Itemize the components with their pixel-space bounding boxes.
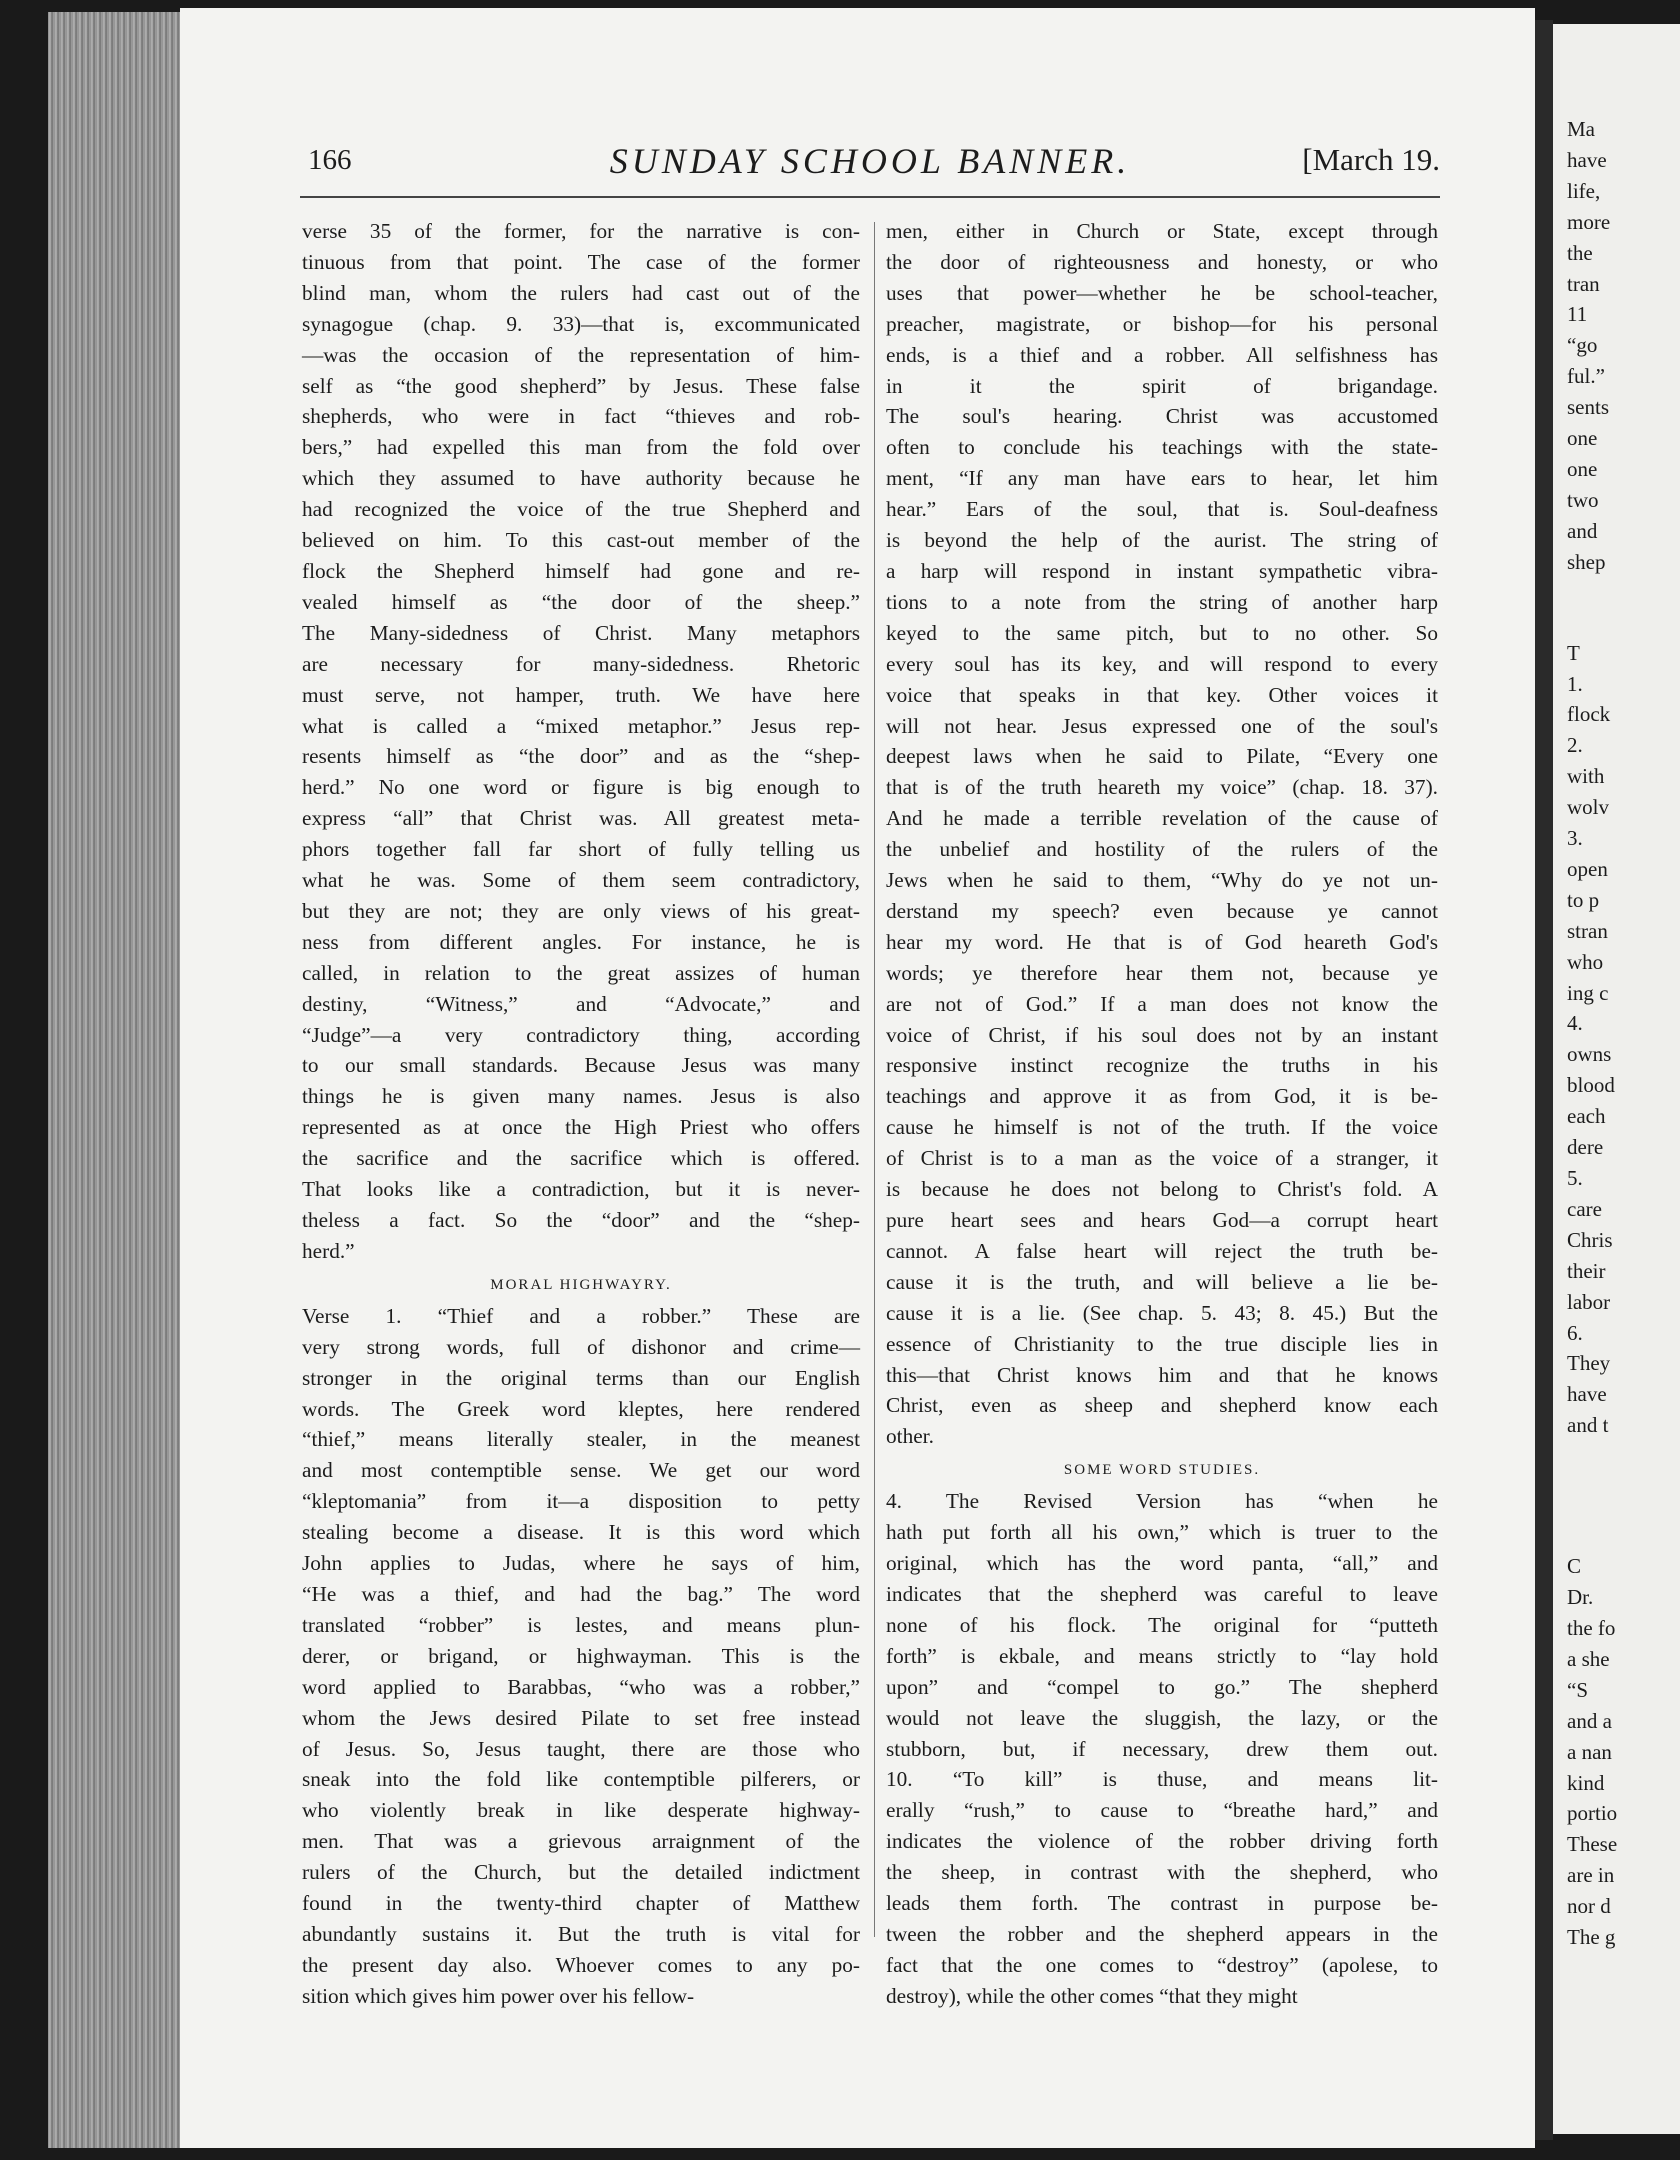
adjacent-page-text: one	[1567, 426, 1598, 451]
text-line: sition which gives him power over his fellow-	[302, 1983, 695, 2008]
adjacent-page-text: sents	[1567, 395, 1609, 420]
adjacent-page-text: who	[1567, 949, 1604, 974]
text-line: shepherds, who were in fact “thieves and rob-	[302, 404, 860, 429]
adjacent-page-text: two	[1567, 487, 1599, 512]
text-line: hath put forth all his own,” which is truer to the	[886, 1520, 1438, 1545]
adjacent-page-text: They	[1567, 1351, 1611, 1376]
adjacent-page-text: These	[1567, 1832, 1618, 1857]
text-line: represented as at once the High Priest who offers	[302, 1115, 860, 1140]
text-line: this—that Christ knows him and that he knows	[886, 1362, 1438, 1387]
text-line: theless a fact. So the “door” and the “shep-	[302, 1208, 860, 1232]
text-line: abundantly sustains it. But the truth is vital for	[302, 1921, 860, 1946]
text-line: the door of righteousness and honesty, or who	[886, 249, 1438, 274]
adjacent-page-text: owns	[1567, 1042, 1612, 1067]
adjacent-page-fragments	[1553, 114, 1680, 1953]
text-line: upon” and “compel to go.” The shepherd	[886, 1674, 1438, 1699]
text-line: “He was a thief, and had the bag.” The word	[302, 1581, 860, 1606]
column-divider	[874, 222, 875, 1937]
adjacent-page-text: nor d	[1567, 1894, 1611, 1919]
text-line: deepest laws when he said to Pilate, “Every one	[886, 744, 1438, 769]
text-line: must serve, not hamper, truth. We have here	[302, 682, 860, 707]
text-line: vealed himself as “the door of the sheep.”	[302, 589, 860, 614]
text-line: and most contemptible sense. We get our word	[302, 1458, 860, 1483]
adjacent-page-text: to p	[1567, 887, 1600, 912]
left-text-block	[302, 216, 860, 1267]
text-line: is beyond the help of the aurist. The string of	[886, 528, 1438, 553]
text-line: forth” is ekbale, and means strictly to “lay hold	[886, 1643, 1438, 1668]
text-line: the unbelief and hostility of the rulers of the	[886, 837, 1438, 862]
text-line: a harp will respond in instant sympathetic vibra-	[886, 558, 1438, 583]
adjacent-page-text: 11	[1567, 302, 1588, 327]
text-line: Jews when he said to them, “Why do ye not un-	[886, 868, 1438, 893]
adjacent-page-text: more	[1567, 209, 1611, 234]
adjacent-page-text: care	[1567, 1196, 1602, 1221]
adjacent-page-text: 2.	[1567, 733, 1583, 758]
adjacent-page-text: The g	[1567, 1925, 1616, 1950]
adjacent-page-text: 1.	[1567, 671, 1583, 696]
text-line: voice that speaks in that key. Other voices it	[886, 682, 1438, 707]
text-line: are not of God.” If a man does not know the	[886, 991, 1438, 1016]
text-line: sneak into the fold like contemptible pilferers, or	[302, 1767, 860, 1792]
text-line: original, which has the word panta, “all,” and	[886, 1551, 1438, 1576]
text-line: indicates that the shepherd was careful to leave	[886, 1581, 1438, 1606]
text-line: resents himself as “the door” and as the “shep-	[302, 744, 860, 769]
section-heading-moral-highwayry: MORAL HIGHWAYRY.	[490, 1276, 672, 1293]
text-line: to our small standards. Because Jesus was many	[302, 1053, 860, 1078]
adjacent-page-text: Chris	[1567, 1227, 1613, 1252]
text-line: derstand my speech? even because ye cannot	[886, 898, 1438, 923]
text-line: derer, or brigand, or highwayman. This is the	[302, 1643, 860, 1668]
adjacent-page-text: stran	[1567, 918, 1608, 943]
adjacent-page-text: 3.	[1567, 826, 1583, 851]
text-line: verse 35 of the former, for the narrative is con-	[302, 219, 860, 243]
text-line: every soul has its key, and will respond to every	[886, 651, 1438, 676]
adjacent-page-text: the	[1567, 240, 1593, 265]
text-line: what is called a “mixed metaphor.” Jesus rep-	[302, 713, 860, 738]
text-line: in it the spirit of brigandage.	[886, 373, 1438, 398]
text-line: is because he does not belong to Christ's fold. A	[886, 1177, 1438, 1202]
text-line: uses that power—whether he be school-teacher,	[886, 280, 1438, 305]
header-date: [March 19.	[1302, 142, 1440, 177]
text-line: “Judge”—a very contradictory thing, according	[302, 1022, 860, 1047]
adjacent-page-text: and t	[1567, 1413, 1609, 1438]
running-title: SUNDAY SCHOOL BANNER.	[609, 141, 1131, 181]
text-line: rulers of the Church, but the detailed indictment	[302, 1860, 860, 1885]
text-line: who violently break in like desperate highway-	[302, 1798, 860, 1823]
text-line: preacher, magistrate, or bishop—for his personal	[886, 311, 1438, 336]
text-line: erally “rush,” to cause to “breathe hard,” and	[886, 1798, 1438, 1823]
page-number: 166	[308, 144, 352, 176]
section-heading-word-studies: SOME WORD STUDIES.	[1063, 1462, 1261, 1479]
adjacent-page-text: 6.	[1567, 1320, 1583, 1345]
adjacent-page	[1553, 24, 1680, 2134]
text-line: Verse 1. “Thief and a robber.” These are	[302, 1303, 860, 1328]
adjacent-page-text: a nan	[1567, 1739, 1612, 1764]
text-line: synagogue (chap. 9. 33)—that is, excommunicated	[302, 311, 860, 336]
left-column	[302, 216, 860, 2012]
book-gutter	[1535, 20, 1553, 2140]
text-line: often to conclude his teachings with the state-	[886, 435, 1438, 460]
middle-column	[886, 216, 1438, 2012]
adjacent-page-text: each	[1567, 1104, 1606, 1129]
adjacent-page-text: a she	[1567, 1646, 1610, 1671]
text-line: the sheep, in contrast with the shepherd, who	[886, 1860, 1438, 1885]
text-line: are necessary for many-sidedness. Rhetoric	[302, 651, 860, 676]
text-line: voice of Christ, if his soul does not by an instant	[886, 1022, 1438, 1047]
adjacent-page-text: flock	[1567, 702, 1611, 727]
adjacent-page-text: shep	[1567, 549, 1606, 574]
text-line: word applied to Barabbas, “who was a robber,”	[302, 1674, 860, 1699]
text-line: words. The Greek word kleptes, here rendered	[302, 1396, 860, 1421]
text-line: things he is given many names. Jesus is also	[302, 1084, 860, 1109]
page-header	[300, 140, 1440, 190]
text-line: ment, “If any man have ears to hear, let him	[886, 466, 1438, 491]
adjacent-page-text: C	[1567, 1554, 1582, 1579]
adjacent-page-text: one	[1567, 456, 1598, 481]
adjacent-page-text: are in	[1567, 1863, 1615, 1888]
text-line: leads them forth. The contrast in purpose be-	[886, 1891, 1438, 1916]
middle-text-block-2	[886, 1486, 1438, 2011]
text-line: 10. “To kill” is thuse, and means lit-	[886, 1767, 1438, 1792]
text-line: cause he himself is not of the truth. If the voice	[886, 1115, 1438, 1140]
header-rule	[300, 196, 1440, 198]
book-page-edges	[48, 12, 198, 2148]
adjacent-page-text: dere	[1567, 1135, 1604, 1160]
text-line: teachings and approve it as from God, it is be-	[886, 1084, 1438, 1109]
text-line: “thief,” means literally stealer, in the meanest	[302, 1427, 860, 1452]
text-line: very strong words, full of dishonor and crime—	[302, 1334, 860, 1359]
text-line: had recognized the voice of the true Shepherd and	[302, 497, 860, 522]
text-line: stubborn, but, if necessary, drew them out.	[886, 1736, 1438, 1761]
text-line: but they are not; they are only views of his great-	[302, 898, 860, 923]
text-line: 4. The Revised Version has “when he	[886, 1489, 1438, 1514]
text-line: of Christ is to a man as the voice of a stranger, it	[886, 1146, 1438, 1171]
text-line: the present day also. Whoever comes to any po-	[302, 1952, 860, 1977]
text-line: And he made a terrible revelation of the cause of	[886, 806, 1438, 831]
adjacent-page-text: portio	[1567, 1801, 1618, 1826]
text-line: responsive instinct recognize the truths in his	[886, 1053, 1438, 1078]
adjacent-page-text: kind	[1567, 1770, 1605, 1795]
adjacent-page-text: with	[1567, 764, 1605, 789]
text-line: Christ, even as sheep and shepherd know each	[886, 1393, 1438, 1418]
adjacent-page-text: have	[1567, 1382, 1607, 1407]
text-line: bers,” had expelled this man from the fold over	[302, 435, 860, 460]
text-line: the sacrifice and the sacrifice which is offered.	[302, 1146, 860, 1171]
text-line: cause it is a lie. (See chap. 5. 43; 8. 45.) But the	[886, 1300, 1438, 1325]
text-line: pure heart sees and hears God—a corrupt heart	[886, 1208, 1438, 1232]
text-line: tions to a note from the string of another harp	[886, 589, 1438, 614]
text-line: whom the Jews desired Pilate to set free instead	[302, 1705, 860, 1730]
text-line: called, in relation to the great assizes of human	[302, 960, 860, 985]
text-line: ness from different angles. For instance, he is	[302, 929, 860, 954]
text-line: cause it is the truth, and will believe a lie be-	[886, 1269, 1438, 1294]
adjacent-page-text: the fo	[1567, 1615, 1616, 1640]
text-line: blind man, whom the rulers had cast out of the	[302, 280, 860, 305]
adjacent-page-text: have	[1567, 147, 1607, 172]
adjacent-page-text: “go	[1567, 333, 1598, 358]
text-line: herd.” No one word or figure is big enough to	[302, 775, 860, 800]
adjacent-page-text: wolv	[1567, 795, 1609, 820]
text-line: cannot. A false heart will reject the truth be-	[886, 1238, 1438, 1263]
text-line: express “all” that Christ was. All greatest meta-	[302, 806, 860, 831]
adjacent-page-text: and a	[1567, 1708, 1612, 1733]
text-line: hear my word. He that is of God heareth God's	[886, 929, 1438, 954]
text-line: “kleptomania” from it—a disposition to petty	[302, 1489, 860, 1514]
adjacent-page-text: Ma	[1567, 117, 1595, 141]
text-line: tinuous from that point. The case of the former	[302, 249, 860, 274]
adjacent-page-text: ing c	[1567, 980, 1609, 1005]
text-line: believed on him. To this cast-out member of the	[302, 528, 860, 553]
text-line: essence of Christianity to the true disciple lies in	[886, 1331, 1438, 1356]
adjacent-page-text: 5.	[1567, 1166, 1583, 1190]
text-line: hear.” Ears of the soul, that is. Soul-deafness	[886, 497, 1438, 522]
text-line: stronger in the original terms than our English	[302, 1365, 860, 1390]
adjacent-page-text: Dr.	[1567, 1585, 1594, 1610]
text-line: of Jesus. So, Jesus taught, there are those who	[302, 1736, 860, 1761]
text-line: other.	[886, 1424, 934, 1449]
adjacent-page-text: “S	[1567, 1677, 1588, 1702]
text-line: that is of the truth heareth my voice” (chap. 18. 37).	[886, 775, 1438, 800]
text-line: herd.”	[302, 1238, 355, 1263]
adjacent-page-text: labor	[1567, 1289, 1611, 1314]
text-line: tween the robber and the shepherd appears in the	[886, 1921, 1438, 1946]
text-line: The Many-sidedness of Christ. Many metaphors	[302, 620, 860, 645]
text-line: would not leave the sluggish, the lazy, or the	[886, 1705, 1438, 1730]
adjacent-page-text: ful.”	[1567, 364, 1605, 389]
text-line: John applies to Judas, where he says of him,	[302, 1551, 860, 1576]
middle-text-block	[886, 216, 1438, 1452]
adjacent-page-text: tran	[1567, 271, 1600, 296]
text-line: words; ye therefore hear them not, because ye	[886, 960, 1438, 985]
text-line: none of his flock. The original for “putteth	[886, 1612, 1438, 1637]
text-line: —was the occasion of the representation of him-	[302, 342, 860, 367]
text-line: what he was. Some of them seem contradictory,	[302, 868, 860, 893]
text-line: men. That was a grievous arraignment of the	[302, 1829, 860, 1854]
left-text-block-2	[302, 1301, 860, 2012]
adjacent-page-text: blood	[1567, 1073, 1615, 1098]
text-line: ends, is a thief and a robber. All selfishness has	[886, 342, 1438, 367]
text-line: stealing become a disease. It is this word which	[302, 1520, 860, 1545]
adjacent-page-text: T	[1567, 640, 1580, 665]
adjacent-page-text: and	[1567, 518, 1598, 543]
text-line: will not hear. Jesus expressed one of the soul's	[886, 713, 1438, 738]
text-line: That looks like a contradiction, but it is never-	[302, 1177, 860, 1202]
text-line: translated “robber” is lestes, and means plun-	[302, 1612, 860, 1637]
adjacent-page-text: 4.	[1567, 1011, 1583, 1036]
text-line: indicates the violence of the robber driving forth	[886, 1829, 1438, 1854]
text-line: flock the Shepherd himself had gone and re-	[302, 558, 860, 583]
text-line: found in the twenty-third chapter of Matthew	[302, 1891, 860, 1916]
text-line: keyed to the same pitch, but to no other. So	[886, 620, 1438, 645]
text-line: self as “the good shepherd” by Jesus. These false	[302, 373, 860, 398]
adjacent-page-text: their	[1567, 1258, 1606, 1283]
text-line: phors together fall far short of fully telling us	[302, 837, 860, 862]
text-line: The soul's hearing. Christ was accustomed	[886, 404, 1438, 429]
text-line: fact that the one comes to “destroy” (apolese, to	[886, 1952, 1438, 1977]
adjacent-page-text: life,	[1567, 178, 1601, 203]
text-line: men, either in Church or State, except through	[886, 219, 1438, 243]
text-line: destiny, “Witness,” and “Advocate,” and	[302, 991, 860, 1016]
adjacent-page-text: open	[1567, 856, 1608, 881]
text-line: which they assumed to have authority because he	[302, 466, 860, 491]
text-line: destroy), while the other comes “that they might	[886, 1983, 1298, 2008]
